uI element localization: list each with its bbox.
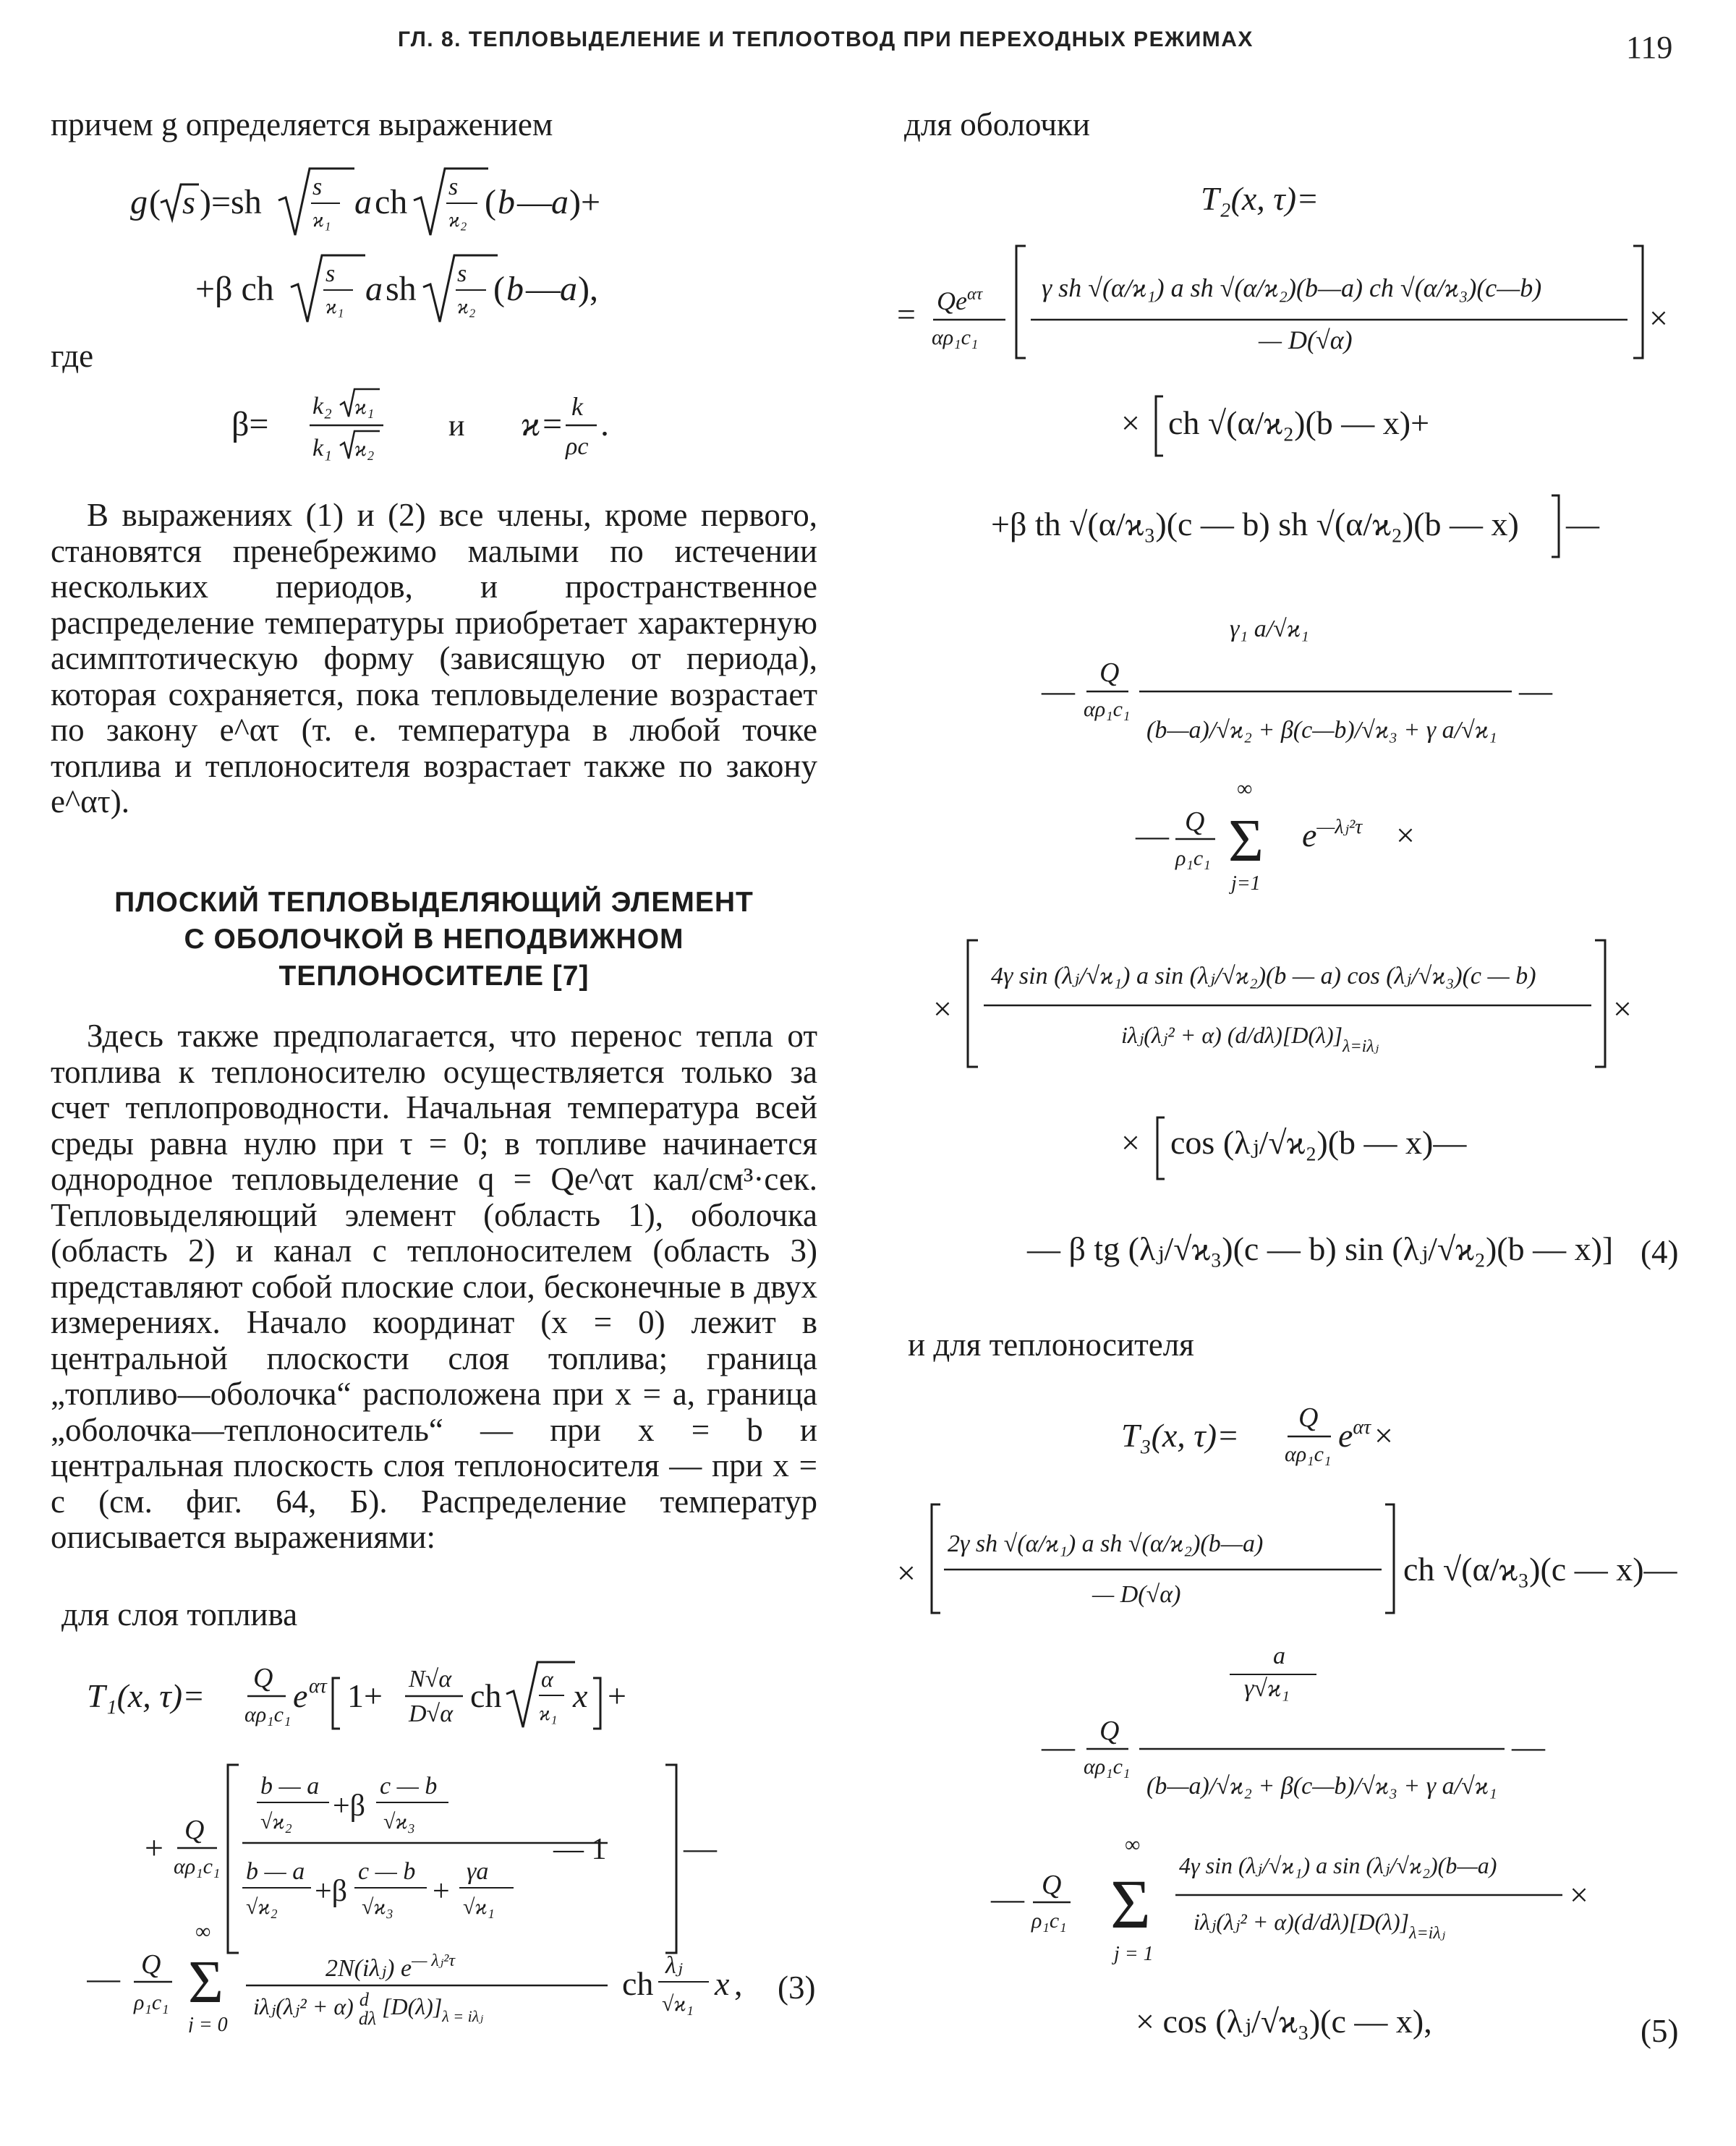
svg-text:e—λⱼ²τ: $e^{—\lambda ⱼ^2\tau}$ <box>1302 816 1363 853</box>
svg-text:s: s <box>457 260 467 287</box>
svg-text:— D(√α): — D(√α) <box>1259 325 1353 354</box>
svg-text:+: + <box>433 1875 450 1908</box>
svg-text:Qeατ: $Qe^{\alpha\tau}$ <box>937 285 983 315</box>
equation-g <box>123 163 774 333</box>
svg-text:ch √(α/ϰ₃)(c — x)—: ch √(α/ϰ₃)(c — x)— <box>1403 1551 1677 1588</box>
svg-text:cos (λⱼ/√ϰ₂)(b — x)—: cos (λⱼ/√ϰ₂)(b — x)— <box>1170 1124 1467 1161</box>
svg-text:ρc: ρc <box>566 433 589 460</box>
svg-text:— 1: — 1 <box>553 1833 607 1866</box>
svg-text:D√α: D√α <box>409 1700 454 1727</box>
svg-text:ϰ₁: ϰ₁ <box>354 395 375 419</box>
svg-text:.: . <box>600 405 609 443</box>
svg-text:γ√ϰ₁: γ√ϰ₁ <box>1244 1675 1290 1702</box>
svg-text:sh: sh <box>386 270 417 308</box>
svg-text:b: b <box>506 270 524 308</box>
svg-text:√ϰ₁: √ϰ₁ <box>463 1895 495 1919</box>
svg-text:k₂: k₂ <box>312 393 332 420</box>
svg-text:s: s <box>326 260 336 287</box>
svg-text:√ϰ₂: √ϰ₂ <box>260 1810 292 1834</box>
svg-text:ϰ₂: ϰ₂ <box>448 209 467 231</box>
svg-text:α: α <box>541 1666 553 1692</box>
svg-text:αρ₁c₁: αρ₁c₁ <box>1285 1442 1332 1466</box>
svg-text:k: k <box>571 392 583 421</box>
svg-text:λⱼ: λⱼ <box>665 1952 683 1979</box>
svg-text:a: a <box>560 270 577 308</box>
svg-text:iλⱼ(λⱼ² + α) ddλ [D(λ)]λ = iλⱼ: iλⱼ(λⱼ² + α) $^d$ dλ $[D(\lambda)]_{\lambda = i\lambda ⱼ}$ <box>253 1989 484 2029</box>
page-number: 119 <box>1626 30 1673 65</box>
svg-text:4γ sin (λⱼ/√ϰ₁) a sin (λⱼ/√ϰ₂): 4γ sin (λⱼ/√ϰ₁) a sin (λⱼ/√ϰ₂)(b—a) <box>1179 1852 1497 1878</box>
equation-5 <box>897 1389 1700 2116</box>
svg-text:√ϰ₃: √ϰ₃ <box>383 1810 415 1834</box>
svg-text:eατ: $e^{\alpha\tau}$ <box>1338 1416 1371 1454</box>
svg-text:x: x <box>573 1677 588 1714</box>
svg-text:)+: )+ <box>569 183 601 221</box>
svg-text:k₁: k₁ <box>312 435 332 461</box>
svg-text:b — a: b — a <box>260 1773 320 1800</box>
svg-text:γ₁ a/√ϰ₁: γ₁ a/√ϰ₁ <box>1230 616 1309 642</box>
heading-line: С ОБОЛОЧКОЙ В НЕПОДВИЖНОМ <box>184 924 684 955</box>
svg-text:×: × <box>1121 404 1140 441</box>
svg-text:=: = <box>897 296 916 333</box>
svg-text:+β: +β <box>315 1875 348 1908</box>
svg-text:j = 1: j = 1 <box>1114 1943 1154 1965</box>
svg-text:ch: ch <box>375 183 408 221</box>
svg-text:(: ( <box>485 183 496 221</box>
svg-text:—: — <box>684 1829 717 1866</box>
svg-text:—: — <box>526 270 561 308</box>
svg-text:e: e <box>293 1677 308 1714</box>
heading-line: ТЕПЛОНОСИТЕЛЕ [7] <box>278 961 590 992</box>
svg-text:×: × <box>1121 1124 1140 1161</box>
svg-text:—: — <box>991 1880 1024 1917</box>
svg-text:s: s <box>182 184 195 221</box>
svg-text:αρ₁c₁: αρ₁c₁ <box>174 1855 221 1878</box>
svg-text:—: — <box>1042 672 1075 709</box>
svg-text:γ sh √(α/ϰ₁) a sh √(α/ϰ₂)(b—a): γ sh √(α/ϰ₁) a sh √(α/ϰ₂)(b—a) ch √(α/ϰ₃)(c—b) <box>1042 273 1542 302</box>
svg-text:a: a <box>1273 1643 1285 1669</box>
svg-text:αρ₁c₁: αρ₁c₁ <box>932 325 979 349</box>
svg-text:∞: ∞ <box>1125 1833 1141 1857</box>
svg-text:×: × <box>897 1554 916 1591</box>
svg-text:ch: ch <box>470 1677 502 1714</box>
svg-text:+: + <box>608 1677 626 1714</box>
svg-text:Σ: Σ <box>1110 1865 1151 1943</box>
svg-text:c — b: c — b <box>358 1858 416 1885</box>
heading-line: ПЛОСКИЙ ТЕПЛОВЫДЕЛЯЮЩИЙ ЭЛЕМЕНТ <box>114 887 754 918</box>
svg-text:Q: Q <box>141 1949 161 1980</box>
section-heading <box>51 884 817 995</box>
svg-text:T₁(x, τ)=: T₁(x, τ)= <box>87 1677 205 1714</box>
running-header: ГЛ. 8. ТЕПЛОВЫДЕЛЕНИЕ И ТЕПЛООТВОД ПРИ ПЕРЕХОДНЫХ РЕЖИМАХ <box>398 27 1254 51</box>
svg-text:Q: Q <box>184 1815 205 1845</box>
svg-text:Σ: Σ <box>188 1949 224 2016</box>
svg-text:)=sh: )=sh <box>200 183 262 221</box>
svg-text:∞: ∞ <box>195 1920 211 1943</box>
equation-number-3: (3) <box>778 1970 816 2006</box>
svg-text:ch √(α/ϰ₂)(b — x)+: ch √(α/ϰ₂)(b — x)+ <box>1168 404 1430 441</box>
svg-text:ϰ=: ϰ= <box>521 405 564 443</box>
svg-text:×: × <box>1396 817 1415 853</box>
svg-text:—: — <box>1136 817 1169 853</box>
svg-text:×: × <box>1570 1876 1588 1913</box>
svg-text:ϰ₁: ϰ₁ <box>326 296 344 318</box>
svg-text:— D(√α): — D(√α) <box>1092 1581 1181 1608</box>
svg-text:Σ: Σ <box>1228 807 1264 874</box>
svg-text:×: × <box>1613 990 1632 1027</box>
fuel-layer-label: для слоя топлива <box>61 1596 298 1632</box>
svg-text:(: ( <box>493 270 505 308</box>
equation-3 <box>87 1649 832 2036</box>
where-label: где <box>51 338 94 374</box>
svg-text:(b—a)/√ϰ₂ + β(c—b)/√ϰ₃ + γ a/√: (b—a)/√ϰ₂ + β(c—b)/√ϰ₃ + γ a/√ϰ₁ <box>1146 1773 1497 1800</box>
svg-text:—: — <box>1566 506 1599 542</box>
svg-text:c — b: c — b <box>380 1773 438 1800</box>
paragraph-setup: Здесь также предполагается, что перенос тепла от топлива к теплоносителю осуществляется только за счет теплопроводности. Начальная температура всей среды равна нулю при τ = 0; в топливе начинается однородное тепловыделение q = Qe^ατ кал/см³·сек. Тепловыделяющий элемент (область 1), оболочка (область 2) и канал с теплоносителем (область 3) представляют собой плоские слои, бесконечные в двух измерениях. Начало координат (x = 0) лежит в центральной плоскости слоя топлива; граница „топливо—оболочка“ расположена при x = a, граница „оболочка—теплоноситель“ — при x = b и центральная плоскость слоя теплоносителя — при x = c (см. фиг. 64, Б). Распределение температур описывается выражениями: <box>51 1018 817 1555</box>
svg-text:2γ sh √(α/ϰ₁) a sh √(α/ϰ₂)(b—a: 2γ sh √(α/ϰ₁) a sh √(α/ϰ₂)(b—a) <box>948 1530 1264 1557</box>
svg-text:ϰ₂: ϰ₂ <box>354 437 375 461</box>
svg-text:× cos (λⱼ/√ϰ₃)(c — x),: × cos (λⱼ/√ϰ₃)(c — x), <box>1136 2003 1432 2040</box>
svg-text:ϰ₂: ϰ₂ <box>457 296 476 318</box>
svg-text:ϰ₁: ϰ₁ <box>539 1703 558 1725</box>
svg-text:(: ( <box>149 183 161 221</box>
svg-text:—: — <box>1512 1728 1545 1765</box>
equation-4 <box>897 166 1700 1298</box>
equation-number-4: (4) <box>1641 1234 1679 1270</box>
svg-text:×: × <box>1649 299 1668 336</box>
svg-text:g: g <box>130 183 148 221</box>
svg-text:— β tg (λⱼ/√ϰ₃)(c — b) sin (λⱼ: — β tg (λⱼ/√ϰ₃)(c — b) sin (λⱼ/√ϰ₂)(b — x)] <box>1027 1230 1614 1267</box>
svg-text:γa: γa <box>467 1858 489 1885</box>
svg-text:ρ₁c₁: ρ₁c₁ <box>1175 846 1211 870</box>
svg-text:j=1: j=1 <box>1231 872 1261 895</box>
svg-text:αρ₁c₁: αρ₁c₁ <box>1084 697 1131 721</box>
svg-text:+β th √(α/ϰ₃)(c — b) sh √(α/ϰ₂: +β th √(α/ϰ₃)(c — b) sh √(α/ϰ₂)(b — x) <box>991 506 1519 542</box>
svg-text:×: × <box>933 990 952 1027</box>
svg-text:ϰ₁: ϰ₁ <box>312 209 331 231</box>
svg-text:αρ₁c₁: αρ₁c₁ <box>244 1703 292 1726</box>
svg-text:∞: ∞ <box>1237 777 1253 801</box>
svg-text:ρ₁c₁: ρ₁c₁ <box>134 1990 169 2014</box>
svg-text:Q: Q <box>1185 806 1205 837</box>
svg-text:iλⱼ(λⱼ² + α) (d/dλ)[D(λ)]λ=iλⱼ: iλⱼ(λⱼ² + α) $(d/d\lambda)[D(\lambda)]_{\lambda=i\lambda ⱼ}$ <box>1121 1022 1379 1056</box>
equation-number-5: (5) <box>1641 2013 1679 2049</box>
svg-text:2N(iλⱼ) e— λⱼ²τ: 2N(iλⱼ) $e^{— \lambda ⱼ^2\tau}$ <box>326 1951 455 1982</box>
svg-text:T₃(x, τ)=: T₃(x, τ)= <box>1121 1417 1240 1454</box>
svg-text:b — a: b — a <box>246 1858 305 1885</box>
paragraph-asymptotic: В выражениях (1) и (2) все члены, кроме первого, становятся пренебрежимо малыми по истечении нескольких периодов, и пространственное распределение температуры приобретает характерную асимптотическую форму (зависящую от периода), которая сохраняется, пока тепловыделение возрастает по закону e^ατ (т. е. температура в любой точке топлива и теплоносителя возрастает также по закону e^ατ). <box>51 497 817 819</box>
svg-text:,: , <box>734 1965 743 2002</box>
svg-text:√ϰ₁: √ϰ₁ <box>662 1992 694 2016</box>
coolant-label: и для теплоносителя <box>908 1327 1194 1363</box>
svg-text:s: s <box>312 174 323 200</box>
svg-text:a: a <box>551 183 569 221</box>
svg-text:—: — <box>1519 672 1552 709</box>
svg-text:β=: β= <box>231 405 269 443</box>
svg-text:+β ch: +β ch <box>195 270 274 308</box>
svg-text:Q: Q <box>1298 1402 1319 1433</box>
svg-text:s: s <box>448 174 459 200</box>
svg-text:ρ₁c₁: ρ₁c₁ <box>1031 1909 1067 1933</box>
svg-text:Q: Q <box>1042 1870 1062 1900</box>
equation-beta-kappa <box>231 383 637 474</box>
svg-text:—: — <box>87 1959 120 1996</box>
svg-text:T₂(x, τ)=: T₂(x, τ)= <box>1201 180 1319 217</box>
svg-text:1+: 1+ <box>347 1677 383 1714</box>
svg-text:√ϰ₃: √ϰ₃ <box>362 1895 393 1919</box>
svg-text:—: — <box>517 183 552 221</box>
svg-text:+β: +β <box>333 1789 366 1823</box>
svg-text:√ϰ₂: √ϰ₂ <box>246 1895 278 1919</box>
svg-text:Q: Q <box>1099 657 1120 688</box>
shell-label: для оболочки <box>904 106 1090 142</box>
svg-text:ατ: ατ <box>309 1675 327 1698</box>
svg-text:αρ₁c₁: αρ₁c₁ <box>1084 1755 1131 1779</box>
svg-text:4γ sin (λⱼ/√ϰ₁) a sin (λⱼ/√ϰ₂): 4γ sin (λⱼ/√ϰ₁) a sin (λⱼ/√ϰ₂)(b — a) cos (λⱼ/√ϰ₃)(c — b) <box>991 963 1536 989</box>
svg-text:Q: Q <box>1099 1716 1120 1746</box>
svg-text:ch: ch <box>622 1965 654 2002</box>
and-label: и <box>448 409 465 443</box>
svg-text:),: ), <box>578 270 598 308</box>
svg-text:a: a <box>354 183 372 221</box>
svg-text:×: × <box>1374 1417 1393 1454</box>
svg-text:Q: Q <box>253 1663 273 1693</box>
svg-text:b: b <box>498 183 515 221</box>
svg-text:x: x <box>715 1965 730 2002</box>
svg-text:iλⱼ(λⱼ² + α)(d/dλ)[D(λ)]λ=iλⱼ: iλⱼ(λⱼ² + $\alpha)(d/d\lambda)[D(\lambda)]_{\lambda=i\lambda ⱼ}$ <box>1194 1909 1446 1943</box>
intro-text: причем g определяется выражением <box>51 106 553 142</box>
svg-text:a: a <box>365 270 383 308</box>
svg-text:j = 0: j = 0 <box>188 2014 228 2032</box>
svg-text:—: — <box>1042 1728 1075 1765</box>
svg-text:N√α: N√α <box>409 1666 452 1692</box>
svg-text:(b—a)/√ϰ₂ + β(c—b)/√ϰ₃ + γ a/√: (b—a)/√ϰ₂ + β(c—b)/√ϰ₃ + γ a/√ϰ₁ <box>1146 717 1497 744</box>
svg-text:+: + <box>145 1829 163 1866</box>
